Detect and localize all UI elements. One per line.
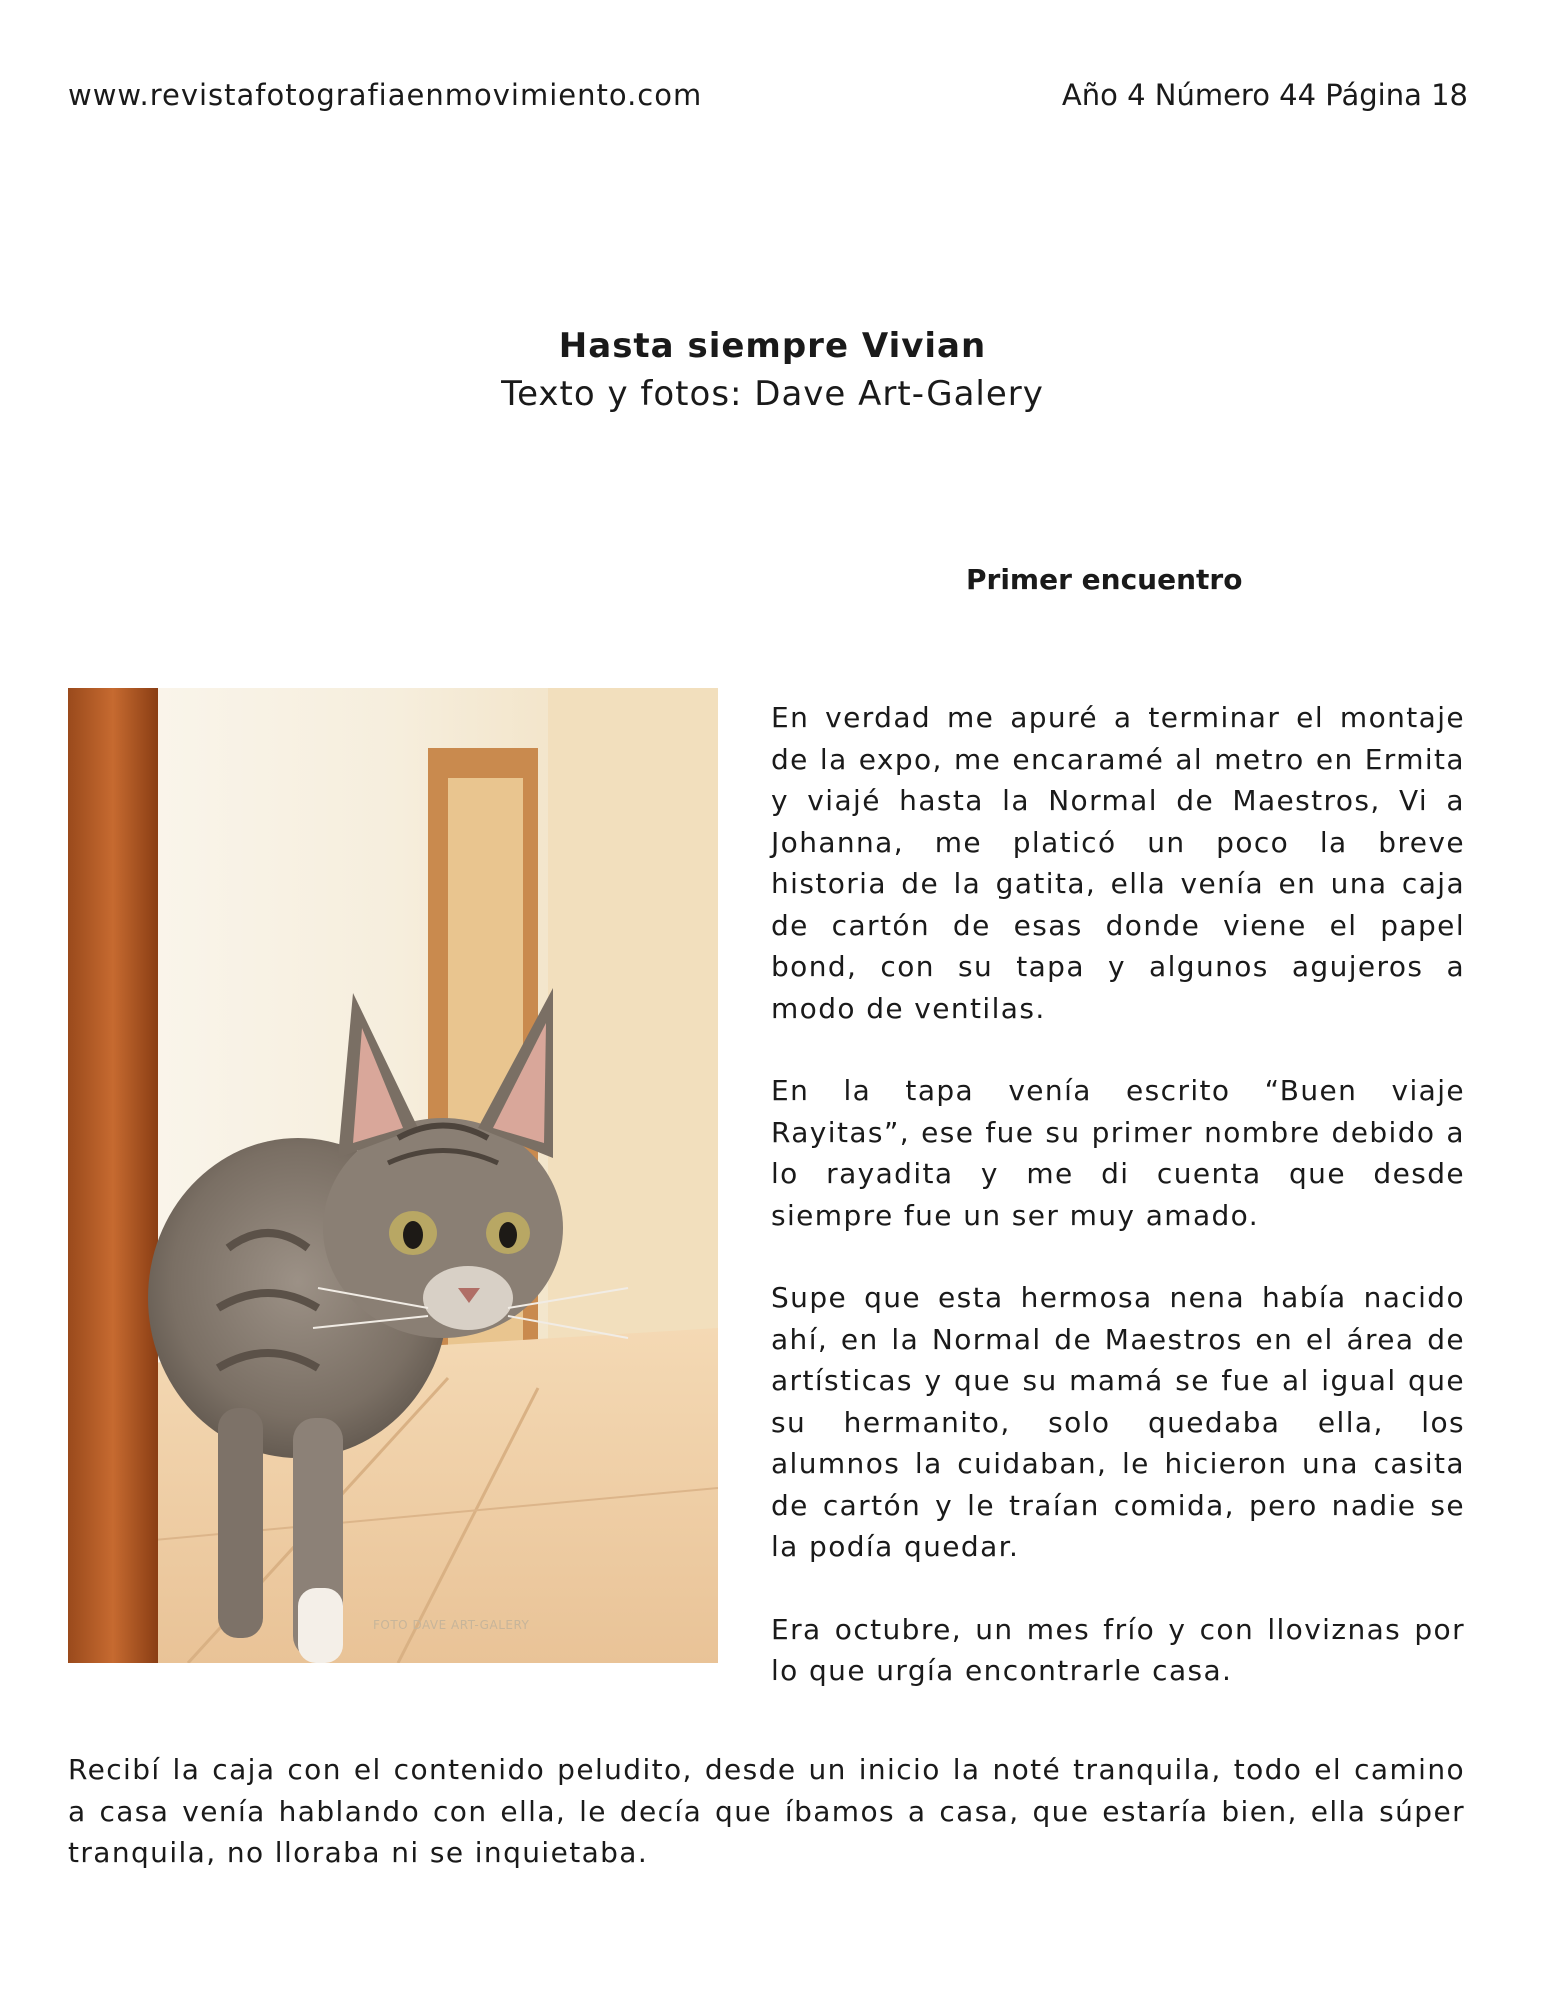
paragraph: En verdad me apuré a terminar el montaje de la expo, me encaramé al metro en Ermita y viajé hasta la Normal de Maestros, Vi a Johanna, me platicó un poco la breve historia de la gatita, ella venía en una caja de cartón de esas donde viene el papel bond, con su tapa y algunos agujeros a modo de ventilas. [771, 701, 1465, 1025]
issue-page-info: Año 4 Número 44 Página 18 [1061, 78, 1468, 112]
paragraph: Recibí la caja con el contenido peludito, desde un inicio la noté tranquila, todo el camino a casa venía hablando con ella, le decía que íbamos a casa, que estaría bien, ella súper tranquila, no lloraba ni se inquietaba. [68, 1753, 1465, 1869]
article-title: Hasta siempre Vivian [558, 326, 987, 366]
article-full-width-text [68, 1749, 1465, 1874]
paragraph: En la tapa venía escrito “Buen viaje Rayitas”, ese fue su primer nombre debido a lo rayadita y me di cuenta que desde siempre fue un ser muy amado. [771, 1074, 1465, 1232]
article-column [771, 697, 1465, 1733]
magazine-url: www.revistafotografiaenmovimiento.com [68, 78, 703, 112]
article-byline: Texto y fotos: Dave Art-Galery [501, 374, 1044, 414]
paragraph: Supe que esta hermosa nena había nacido ahí, en la Normal de Maestros en el área de artísticas y que su mamá se fue al igual que su hermanito, solo quedaba ella, los alumnos la cuidaban, le hicieron una casita de cartón y le traían comida, pero nadie se la podía quedar. [771, 1281, 1465, 1563]
section-heading: Primer encuentro [966, 563, 1243, 596]
kitten-photo [68, 688, 718, 1663]
kitten-illustration [68, 688, 718, 1663]
paragraph: Era octubre, un mes frío y con lloviznas por lo que urgía encontrarle casa. [771, 1612, 1465, 1687]
photo-credit: FOTO DAVE ART-GALERY [373, 1618, 530, 1632]
